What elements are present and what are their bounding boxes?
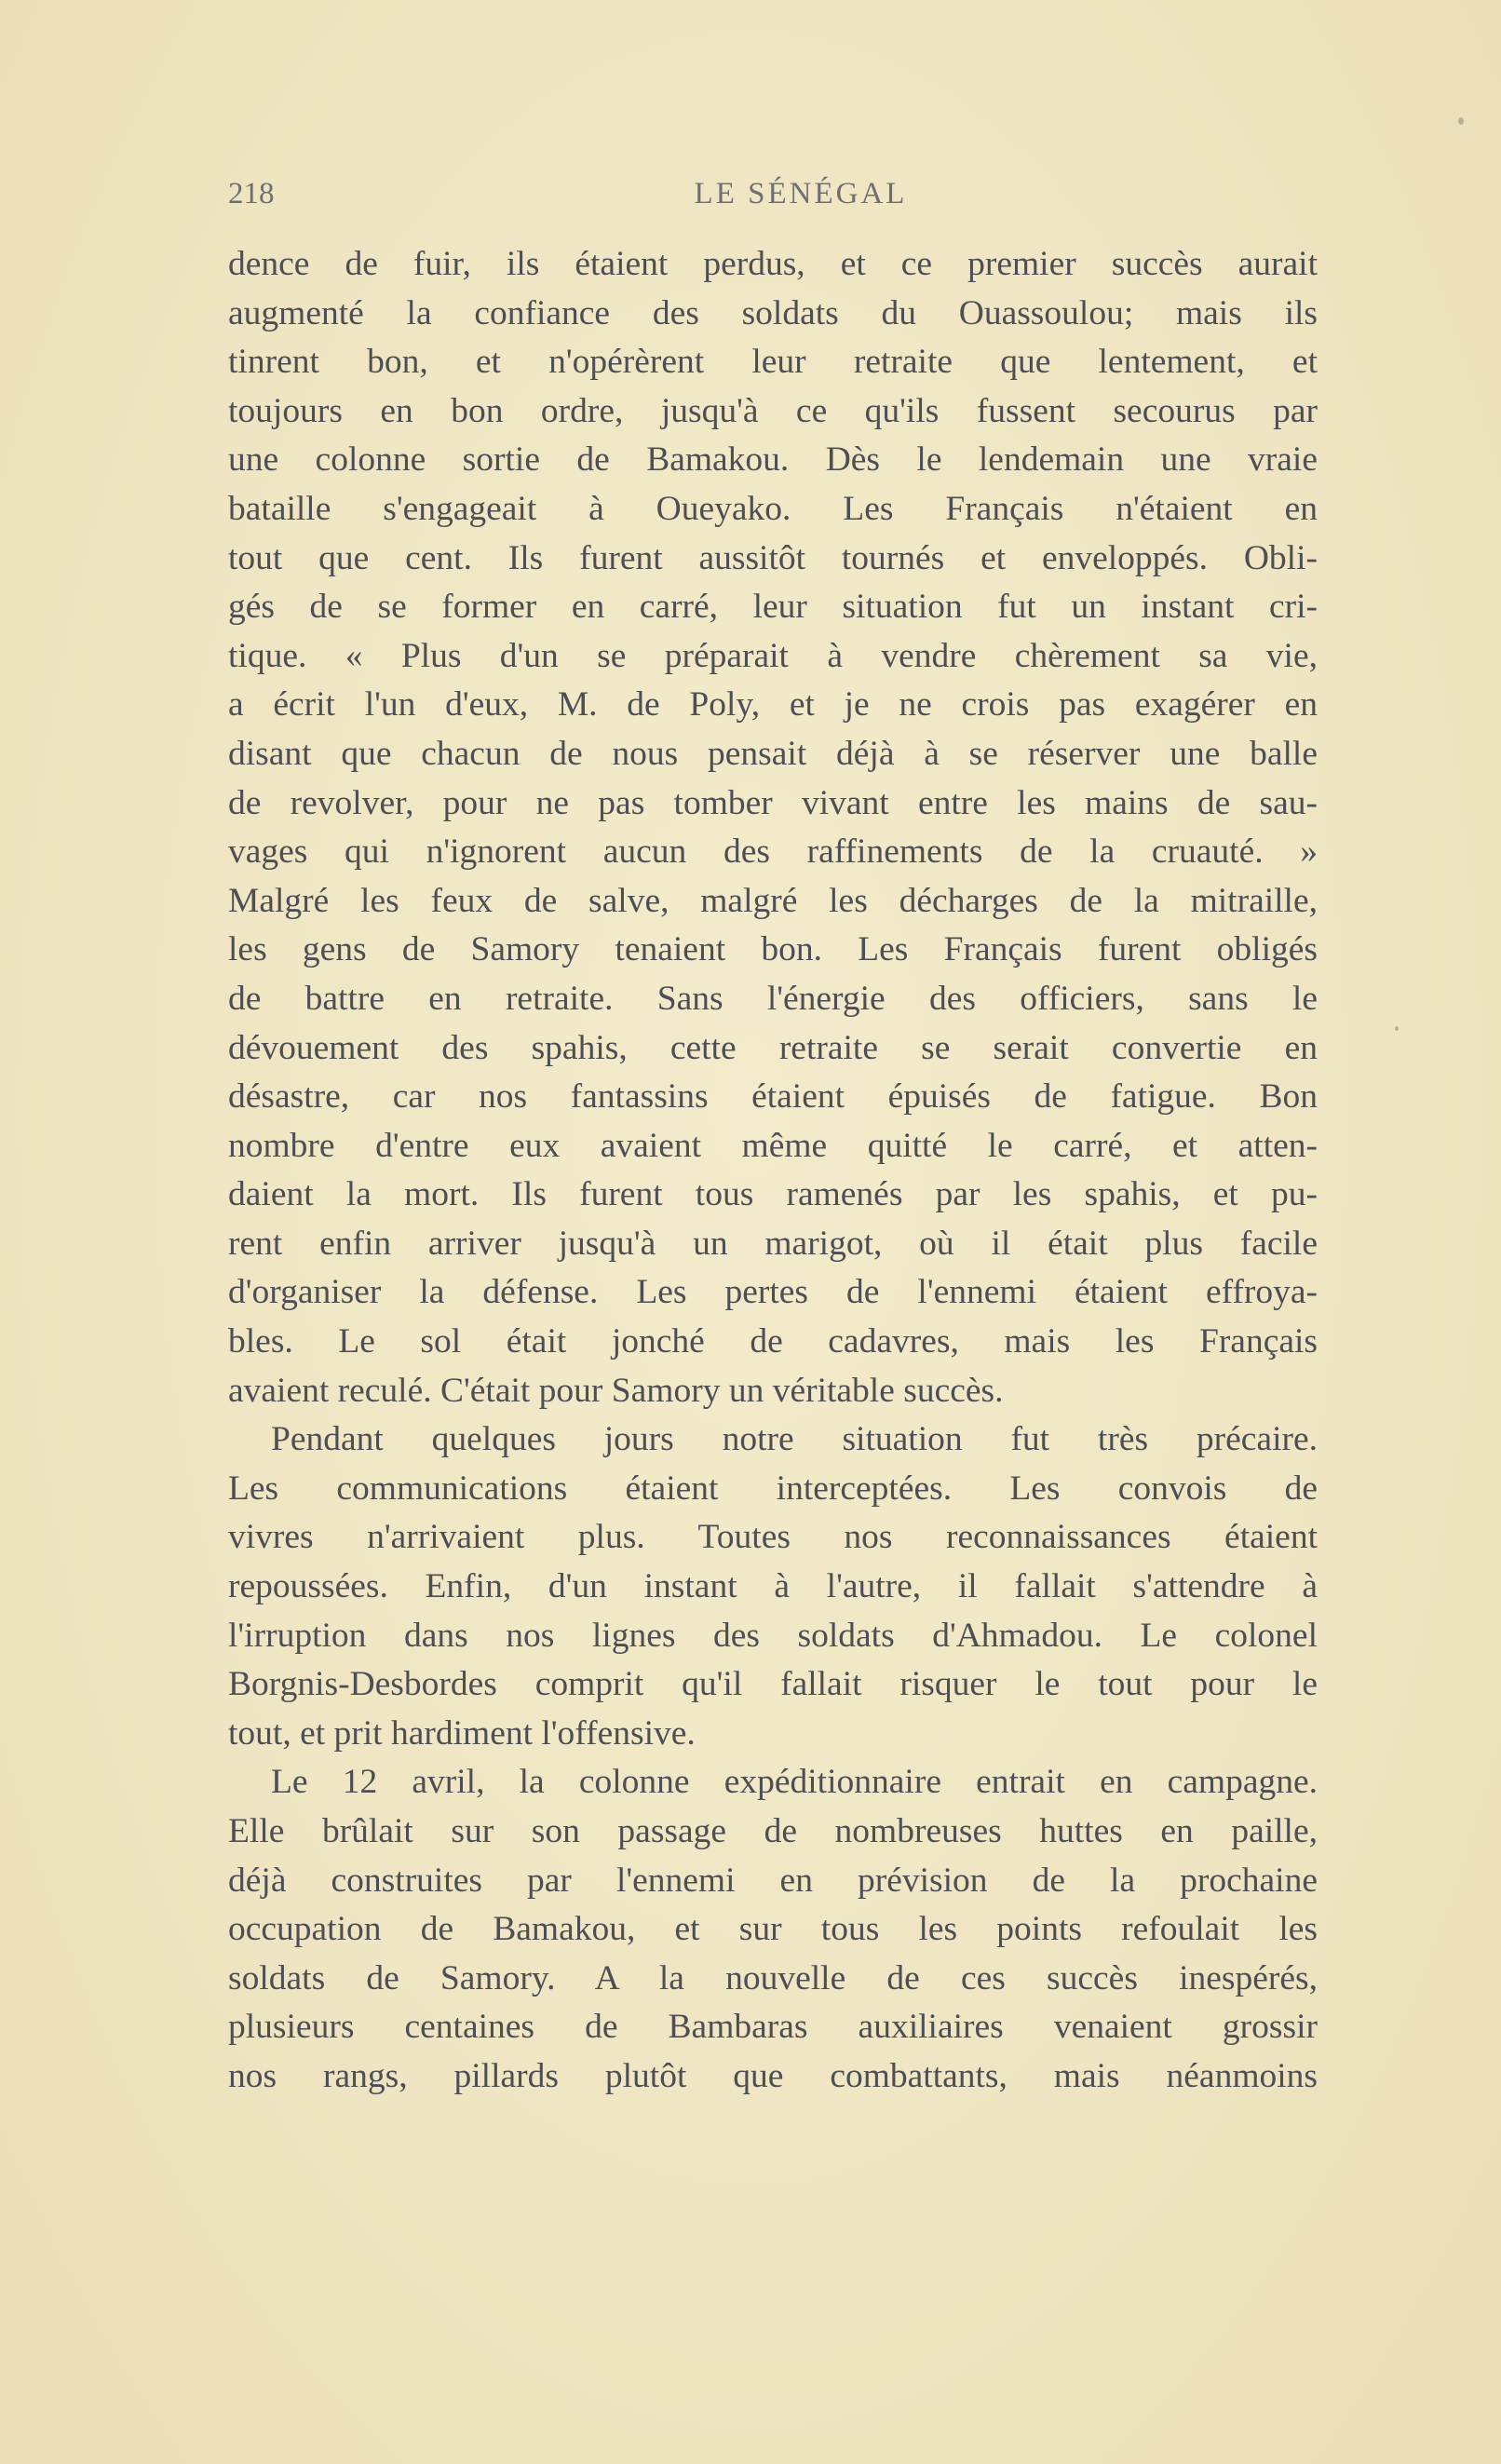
text-line: toujours en bon ordre, jusqu'à ce qu'ils fussent secourus par bbox=[228, 391, 1318, 430]
text-line: daient la mort. Ils furent tous ramenés par les spahis, et pu- bbox=[228, 1175, 1318, 1214]
text-line: vages qui n'ignorent aucun des raffinements de la cruauté. » bbox=[228, 833, 1318, 872]
running-title: LE SÉNÉGAL bbox=[694, 177, 908, 210]
text-line: disant que chacun de nous pensait déjà à se réserver une balle bbox=[228, 734, 1318, 773]
text-line: tout que cent. Ils furent aussitôt tournés et enveloppés. Obli- bbox=[228, 538, 1318, 577]
text-line: Elle brûlait sur son passage de nombreuses huttes en paille, bbox=[228, 1812, 1318, 1850]
text-line: déjà construites par l'ennemi en prévision de la prochaine bbox=[228, 1861, 1318, 1900]
text-line: bles. Le sol était jonché de cadavres, mais les Français bbox=[228, 1322, 1318, 1361]
text-line: désastre, car nos fantassins étaient épuisés de fatigue. Bon bbox=[228, 1077, 1318, 1117]
text-line: Borgnis-Desbordes comprit qu'il fallait risquer le tout pour le bbox=[228, 1665, 1318, 1704]
text-line: repoussées. Enfin, d'un instant à l'autre, il fallait s'attendre à bbox=[228, 1567, 1318, 1606]
text-line: tout, et prit hardiment l'offensive. bbox=[228, 1713, 696, 1753]
text-line: a écrit l'un d'eux, M. de Poly, et je ne crois pas exagérer en bbox=[228, 685, 1318, 724]
text-line: Pendant quelques jours notre situation fut très précaire. bbox=[271, 1420, 1318, 1459]
text-line: nombre d'entre eux avaient même quitté le carré, et atten- bbox=[228, 1126, 1318, 1165]
text-line: de battre en retraite. Sans l'énergie des officiers, sans le bbox=[228, 979, 1318, 1018]
text-line: les gens de Samory tenaient bon. Les Français furent obligés bbox=[228, 930, 1318, 969]
page-header bbox=[228, 177, 1318, 218]
paper-speck bbox=[1458, 117, 1464, 125]
text-line: dence de fuir, ils étaient perdus, et ce premier succès aurait bbox=[228, 245, 1318, 283]
text-line: dévouement des spahis, cette retraite se serait convertie en bbox=[228, 1028, 1318, 1067]
text-line: plusieurs centaines de Bambaras auxiliaires venaient grossir bbox=[228, 2008, 1318, 2047]
text-line: Malgré les feux de salve, malgré les décharges de la mitraille, bbox=[228, 881, 1318, 920]
text-line: Les communications étaient interceptées. Les convois de bbox=[228, 1469, 1318, 1508]
text-line: Le 12 avril, la colonne expéditionnaire entrait en campagne. bbox=[271, 1763, 1318, 1802]
text-line: l'irruption dans nos lignes des soldats d'Ahmadou. Le colonel bbox=[228, 1616, 1318, 1655]
text-line: augmenté la confiance des soldats du Ouassoulou; mais ils bbox=[228, 293, 1318, 332]
text-line: vivres n'arrivaient plus. Toutes nos reconnaissances étaient bbox=[228, 1518, 1318, 1557]
text-line: soldats de Samory. A la nouvelle de ces succès inespérés, bbox=[228, 1958, 1318, 1997]
paper-speck bbox=[1395, 1026, 1399, 1031]
text-line: gés de se former en carré, leur situation fut un instant cri- bbox=[228, 588, 1318, 627]
text-line: tinrent bon, et n'opérèrent leur retraite que lentement, et bbox=[228, 343, 1318, 382]
text-line: une colonne sortie de Bamakou. Dès le lendemain une vraie bbox=[228, 440, 1318, 480]
text-line: de revolver, pour ne pas tomber vivant entre les mains de sau- bbox=[228, 783, 1318, 822]
text-line: d'organiser la défense. Les pertes de l'ennemi étaient effroya- bbox=[228, 1273, 1318, 1312]
text-line: avaient reculé. C'était pour Samory un véritable succès. bbox=[228, 1371, 1004, 1410]
text-line: nos rangs, pillards plutôt que combattants, mais néanmoins bbox=[228, 2056, 1318, 2095]
text-line: rent enfin arriver jusqu'à un marigot, où il était plus facile bbox=[228, 1224, 1318, 1263]
text-line: tique. « Plus d'un se préparait à vendre chèrement sa vie, bbox=[228, 636, 1318, 675]
text-line: bataille s'engageait à Oueyako. Les Français n'étaient en bbox=[228, 489, 1318, 528]
page-number: 218 bbox=[228, 177, 275, 210]
body-text bbox=[228, 240, 1318, 2102]
text-line: occupation de Bamakou, et sur tous les points refoulait les bbox=[228, 1910, 1318, 1949]
